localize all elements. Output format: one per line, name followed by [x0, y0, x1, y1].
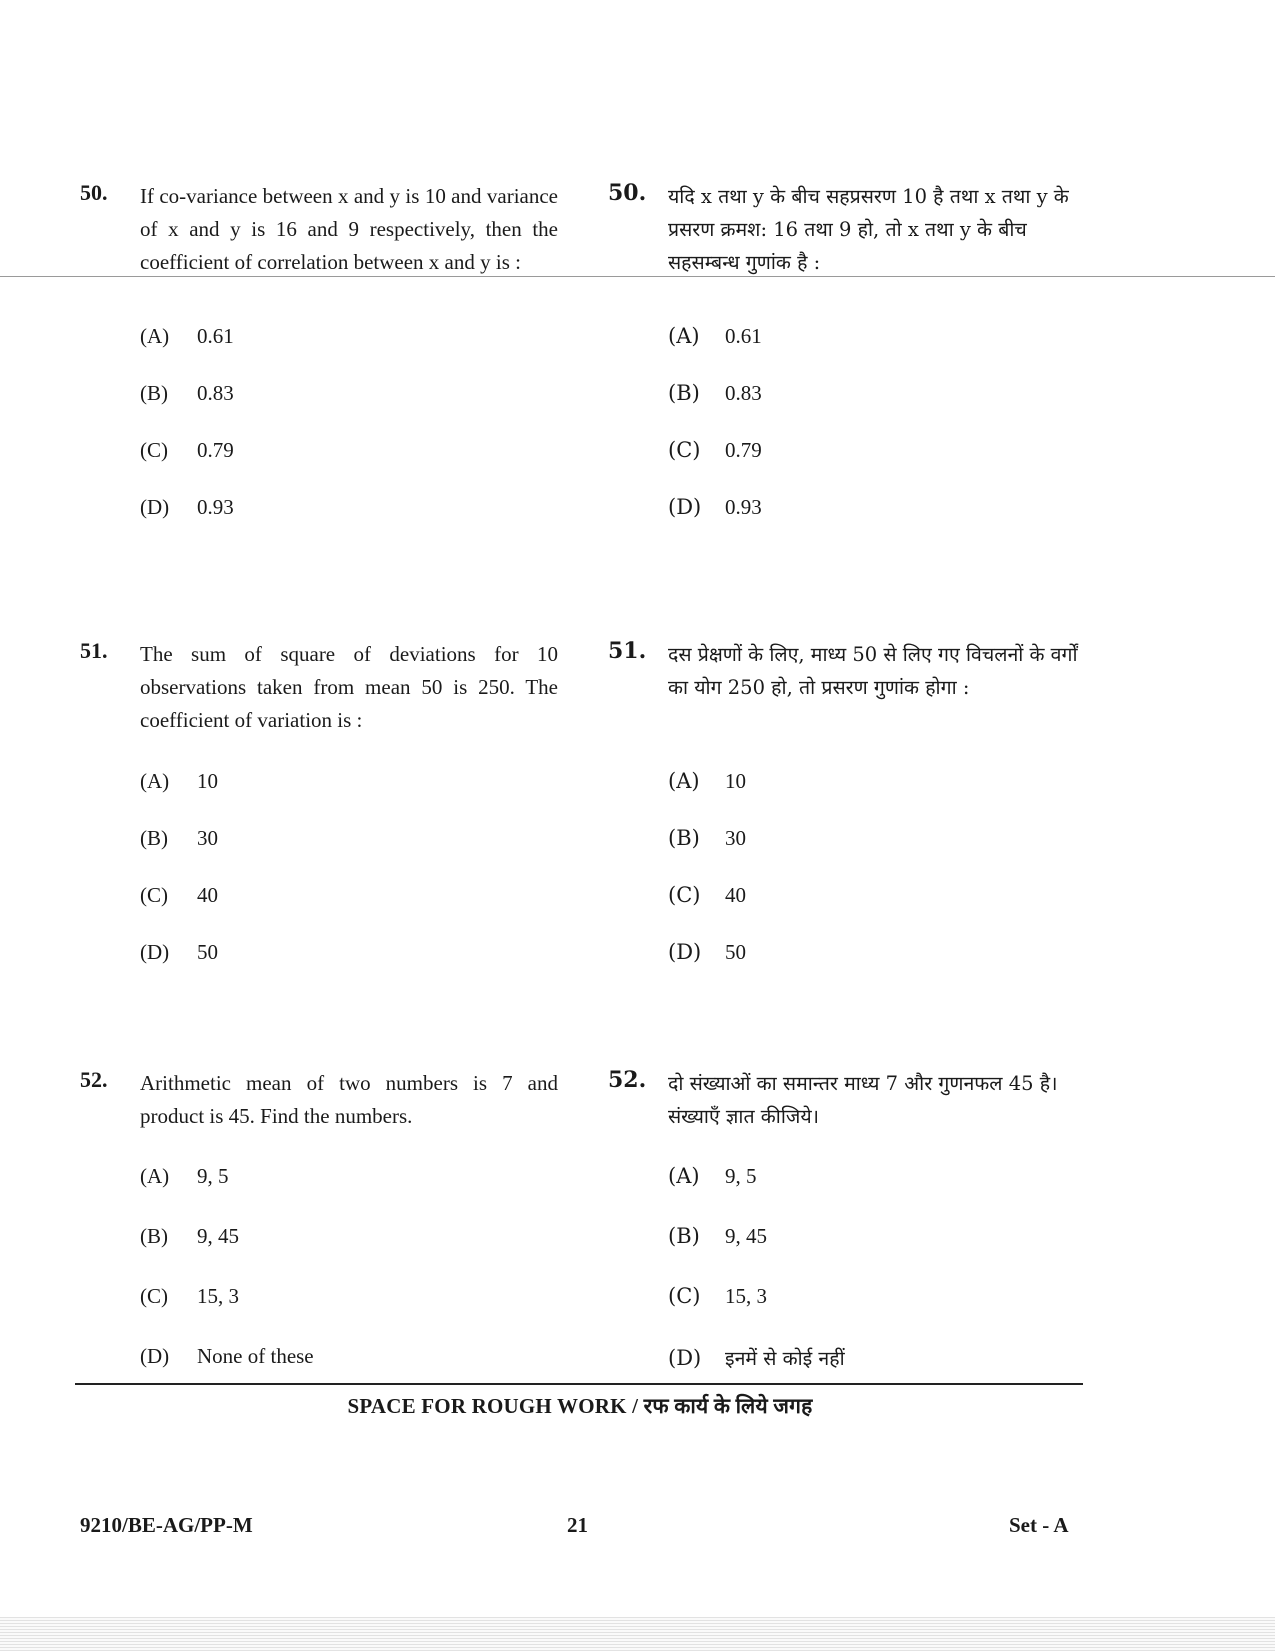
option-label: (C)	[140, 1284, 168, 1308]
question-number: 52.	[608, 1067, 647, 1093]
option-d	[668, 495, 762, 520]
option-label: (D)	[140, 940, 170, 964]
option-c	[140, 438, 234, 463]
option-value: 0.79	[197, 438, 234, 462]
paper-code: 9210/BE-AG/PP-M	[80, 1513, 253, 1537]
option-label: (D)	[140, 1344, 170, 1368]
option-label: (C)	[140, 438, 168, 462]
option-label: (D)	[668, 495, 702, 519]
question-text: The sum of square of deviations for 10 observations taken from mean 50 is 250. The coefficient of variation is :	[140, 642, 558, 732]
option-label: (C)	[140, 883, 168, 907]
option-a	[668, 324, 762, 349]
option-label: (A)	[140, 1164, 170, 1188]
option-value: 40	[725, 883, 746, 907]
option-label: (A)	[140, 769, 170, 793]
option-label: (B)	[140, 1224, 168, 1248]
option-d	[140, 1344, 314, 1369]
question-text: If co-variance between x and y is 10 and variance of x and y is 16 and 9 respectively, then the coefficient of correlation between x and y is :	[140, 184, 558, 274]
option-d	[668, 1344, 845, 1371]
option-b	[140, 826, 218, 851]
option-c	[140, 883, 218, 908]
option-label: (D)	[668, 1346, 702, 1370]
option-value: 10	[725, 769, 746, 793]
option-label: (B)	[140, 381, 168, 405]
question-number: 52.	[80, 1067, 108, 1092]
question-text: यदि x तथा y के बीच सहप्रसरण 10 है तथा x तथा y के प्रसरण क्रमश: 16 तथा 9 हो, तो x तथा y के बीच सहसम्बन्ध गुणांक है :	[668, 185, 1069, 274]
question-number: 51.	[608, 638, 647, 664]
option-value: 0.93	[197, 495, 234, 519]
rough-work-heading: SPACE FOR ROUGH WORK / रफ कार्य के लिये जगह	[347, 1394, 813, 1418]
option-label: (A)	[668, 324, 700, 348]
option-value: 0.61	[197, 324, 234, 348]
option-label: (D)	[140, 495, 170, 519]
option-b	[668, 826, 746, 851]
option-d	[668, 940, 746, 965]
question-text: दो संख्याओं का समान्तर माध्य 7 और गुणनफल 45 है। संख्याएँ ज्ञात कीजिये।	[668, 1072, 1058, 1128]
option-c	[668, 1284, 767, 1309]
option-b	[668, 1224, 767, 1249]
page-number: 21	[567, 1513, 588, 1537]
question-text: दस प्रेक्षणों के लिए, माध्य 50 से लिए गए विचलनों के वर्गों का योग 250 हो, तो प्रसरण गुणांक होगा :	[668, 643, 1078, 699]
option-value: 40	[197, 883, 218, 907]
option-c	[668, 883, 746, 908]
option-b	[140, 1224, 239, 1249]
option-value: 0.93	[725, 495, 762, 519]
question-text: Arithmetic mean of two numbers is 7 and product is 45. Find the numbers.	[140, 1071, 558, 1128]
option-a	[668, 769, 746, 794]
option-d	[140, 940, 218, 965]
option-b	[140, 381, 234, 406]
option-value: 0.83	[197, 381, 234, 405]
option-value: 9, 45	[197, 1224, 239, 1248]
option-label: (C)	[668, 1284, 701, 1308]
question-number: 50.	[608, 180, 647, 206]
option-value: 9, 5	[725, 1164, 757, 1188]
option-value: 15, 3	[197, 1284, 239, 1308]
option-label: (B)	[668, 1224, 700, 1248]
option-a	[140, 324, 234, 349]
option-c	[140, 1284, 239, 1309]
option-value: 0.61	[725, 324, 762, 348]
question-number: 51.	[80, 638, 108, 663]
option-value: 50	[725, 940, 746, 964]
option-value: 0.83	[725, 381, 762, 405]
option-a	[140, 769, 218, 794]
option-label: (D)	[668, 940, 702, 964]
option-value: इनमें से कोई नहीं	[725, 1347, 845, 1370]
option-d	[140, 495, 234, 520]
rough-work-divider	[75, 1383, 1083, 1385]
option-value: 30	[197, 826, 218, 850]
option-value: 9, 5	[197, 1164, 229, 1188]
option-label: (A)	[140, 324, 170, 348]
option-label: (B)	[668, 826, 700, 850]
option-label: (C)	[668, 438, 701, 462]
option-value: 9, 45	[725, 1224, 767, 1248]
scan-bottom-band	[0, 1617, 1275, 1651]
option-value: 10	[197, 769, 218, 793]
option-a	[668, 1164, 757, 1189]
option-label: (A)	[668, 769, 700, 793]
option-value: None of these	[197, 1344, 314, 1368]
option-label: (B)	[140, 826, 168, 850]
set-label: Set - A	[1009, 1513, 1069, 1537]
option-value: 0.79	[725, 438, 762, 462]
option-value: 15, 3	[725, 1284, 767, 1308]
option-value: 50	[197, 940, 218, 964]
option-c	[668, 438, 762, 463]
option-b	[668, 381, 762, 406]
option-value: 30	[725, 826, 746, 850]
option-label: (A)	[668, 1164, 700, 1188]
option-label: (B)	[668, 381, 700, 405]
option-a	[140, 1164, 229, 1189]
option-label: (C)	[668, 883, 701, 907]
question-number: 50.	[80, 180, 108, 205]
